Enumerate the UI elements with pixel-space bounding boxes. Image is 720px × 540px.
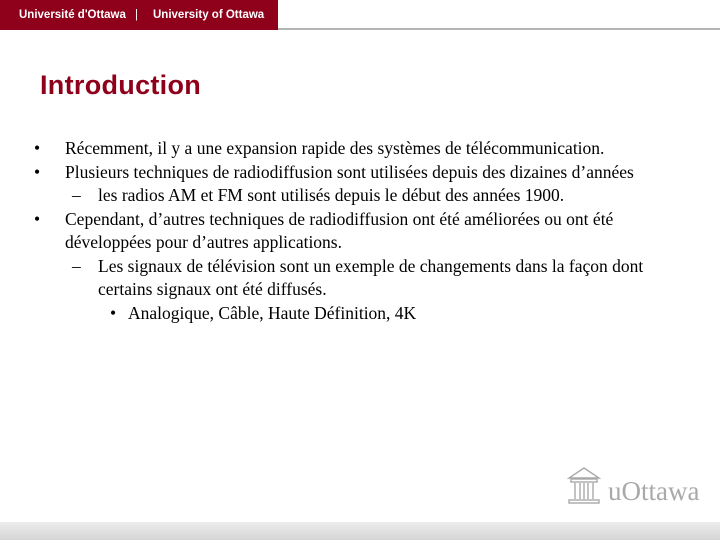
- sub-bullet-item: [30, 255, 670, 302]
- logo-wordmark: uOttawa: [608, 476, 700, 506]
- slide-title: Introduction: [40, 70, 202, 100]
- university-name-fr: Université d'Ottawa: [19, 9, 126, 21]
- uottawa-logo: [566, 466, 706, 510]
- sub-sub-bullet-item: [30, 302, 670, 326]
- header-rule: [278, 28, 720, 30]
- header-bar: [0, 0, 278, 30]
- building-icon: [566, 466, 602, 506]
- university-name-en: University of Ottawa: [153, 9, 265, 21]
- footer-band: [0, 522, 720, 540]
- sub-sub-bullet-text: Analogique, Câble, Haute Définition, 4K: [128, 302, 417, 323]
- header-separator: |: [135, 9, 138, 21]
- bullet-marker: •: [34, 208, 41, 229]
- bullet-text: Récemment, il y a une expansion rapide des systèmes de télécommunication.: [65, 138, 605, 158]
- bullet-text: Cependant, d’autres techniques de radiodiffusion ont été améliorées ou ont été développées pour d’autres applications.: [65, 208, 614, 252]
- bullet-item: [30, 161, 670, 185]
- sub-bullet-item: [30, 184, 670, 208]
- dash-marker: –: [72, 255, 81, 276]
- sub-bullet-text: Les signaux de télévision sont un exemple de changements dans la façon dont certains signaux ont été diffusés.: [98, 255, 644, 299]
- dash-marker: –: [72, 185, 81, 205]
- bullet-item: [30, 137, 670, 161]
- bullet-marker: •: [34, 161, 41, 182]
- slide-body: [30, 137, 670, 325]
- bullet-marker: •: [34, 138, 41, 158]
- bullet-text: Plusieurs techniques de radiodiffusion sont utilisées depuis des dizaines d’années: [65, 161, 634, 182]
- bullet-marker: •: [110, 302, 117, 323]
- bullet-item: [30, 208, 670, 255]
- sub-bullet-text: les radios AM et FM sont utilisés depuis le début des années 1900.: [98, 185, 565, 205]
